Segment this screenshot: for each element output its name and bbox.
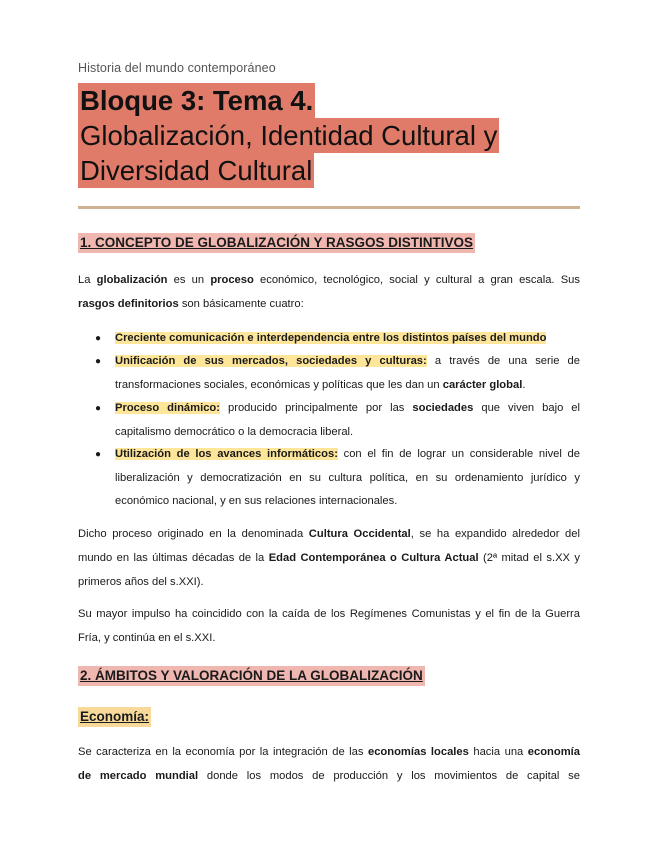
section-1-paragraph-2: Dicho proceso originado en la denominada Cultura Occidental, se ha expandido alrededor del mundo en las últimas décadas de la Edad Contemporánea o Cultura Actual (2ª mitad el s.XX y primeros años del s.XXI).	[78, 528, 580, 588]
section-2-heading: 2. ÁMBITOS Y VALORACIÓN DE LA GLOBALIZACIÓN	[78, 666, 425, 686]
document-page: Historia del mundo contemporáneo Bloque 3: Tema 4. Globalización, Identidad Cultural y Diversidad Cultural 1. CONCEPTO DE GLOBALIZACIÓN Y RASGOS DISTINTIVOS La globalización es un proceso económico, tecnológico, social y cultural a gran escala. Sus rasgos definitorios son básicamente cuatro: ● Creciente comunicación e interdependencia entre los distintos países del mundo ● Unificación de sus mercados, sociedades y culturas: a través de una serie de transformaciones sociales, económicas y políticas que les dan un carácter global. ● Proceso dinámico: producido principalmente por las sociedades que viven bajo el capitalismo democrático o la democracia liberal. ● Utilización de los avances informáticos: con el fin de lograr un considerable nivel de liberalización y democratización en su cultura política, en su ordenamiento jurídico y económico nacional, y en sus relaciones internacionales. Dicho proceso originado en la denominada Cultura Occidental, se ha expandido alrededor del mundo en las últimas décadas de la Edad Contemporánea o Cultura Actual (2ª mitad el s.XX y primeros años del s.XXI). Su mayor impulso ha coincidido con la caída de los Regímenes Comunistas y el fin de la Guerra Fría, y continúa en el s.XXI. 2. ÁMBITOS Y VALORACIÓN DE LA GLOBALIZACIÓN Economía: Se caracteriza en la economía por la integración de las economías locales hacia una economía de mercado mundial donde los modos de producción y los movimientos de capital se	[0, 0, 655, 848]
bullet-icon: ●	[95, 333, 102, 344]
section-1-heading: 1. CONCEPTO DE GLOBALIZACIÓN Y RASGOS DISTINTIVOS	[78, 233, 475, 253]
bullet-icon: ●	[95, 356, 102, 367]
bullet-icon: ●	[95, 403, 102, 414]
title-divider	[78, 206, 580, 209]
title-line-1: Bloque 3: Tema 4.	[80, 85, 314, 116]
title-line-2: Globalización, Identidad Cultural y	[80, 120, 498, 151]
title-line-3: Diversidad Cultural	[80, 155, 313, 186]
economia-subheading: Economía:	[78, 707, 151, 727]
economia-paragraph: Se caracteriza en la economía por la integración de las economías locales hacia una economía de mercado mundial donde los modos de producción y los movimientos de capital se	[78, 746, 580, 782]
subject-header: Historia del mundo contemporáneo	[78, 61, 276, 75]
page-title	[78, 83, 528, 188]
section-1-intro: La globalización es un proceso económico, tecnológico, social y cultural a gran escala. Sus rasgos definitorios son básicamente cuatro:	[78, 274, 580, 310]
bullet-icon: ●	[95, 449, 102, 460]
section-1-paragraph-3: Su mayor impulso ha coincidido con la caída de los Regímenes Comunistas y el fin de la Guerra Fría, y continúa en el s.XXI.	[78, 608, 580, 644]
